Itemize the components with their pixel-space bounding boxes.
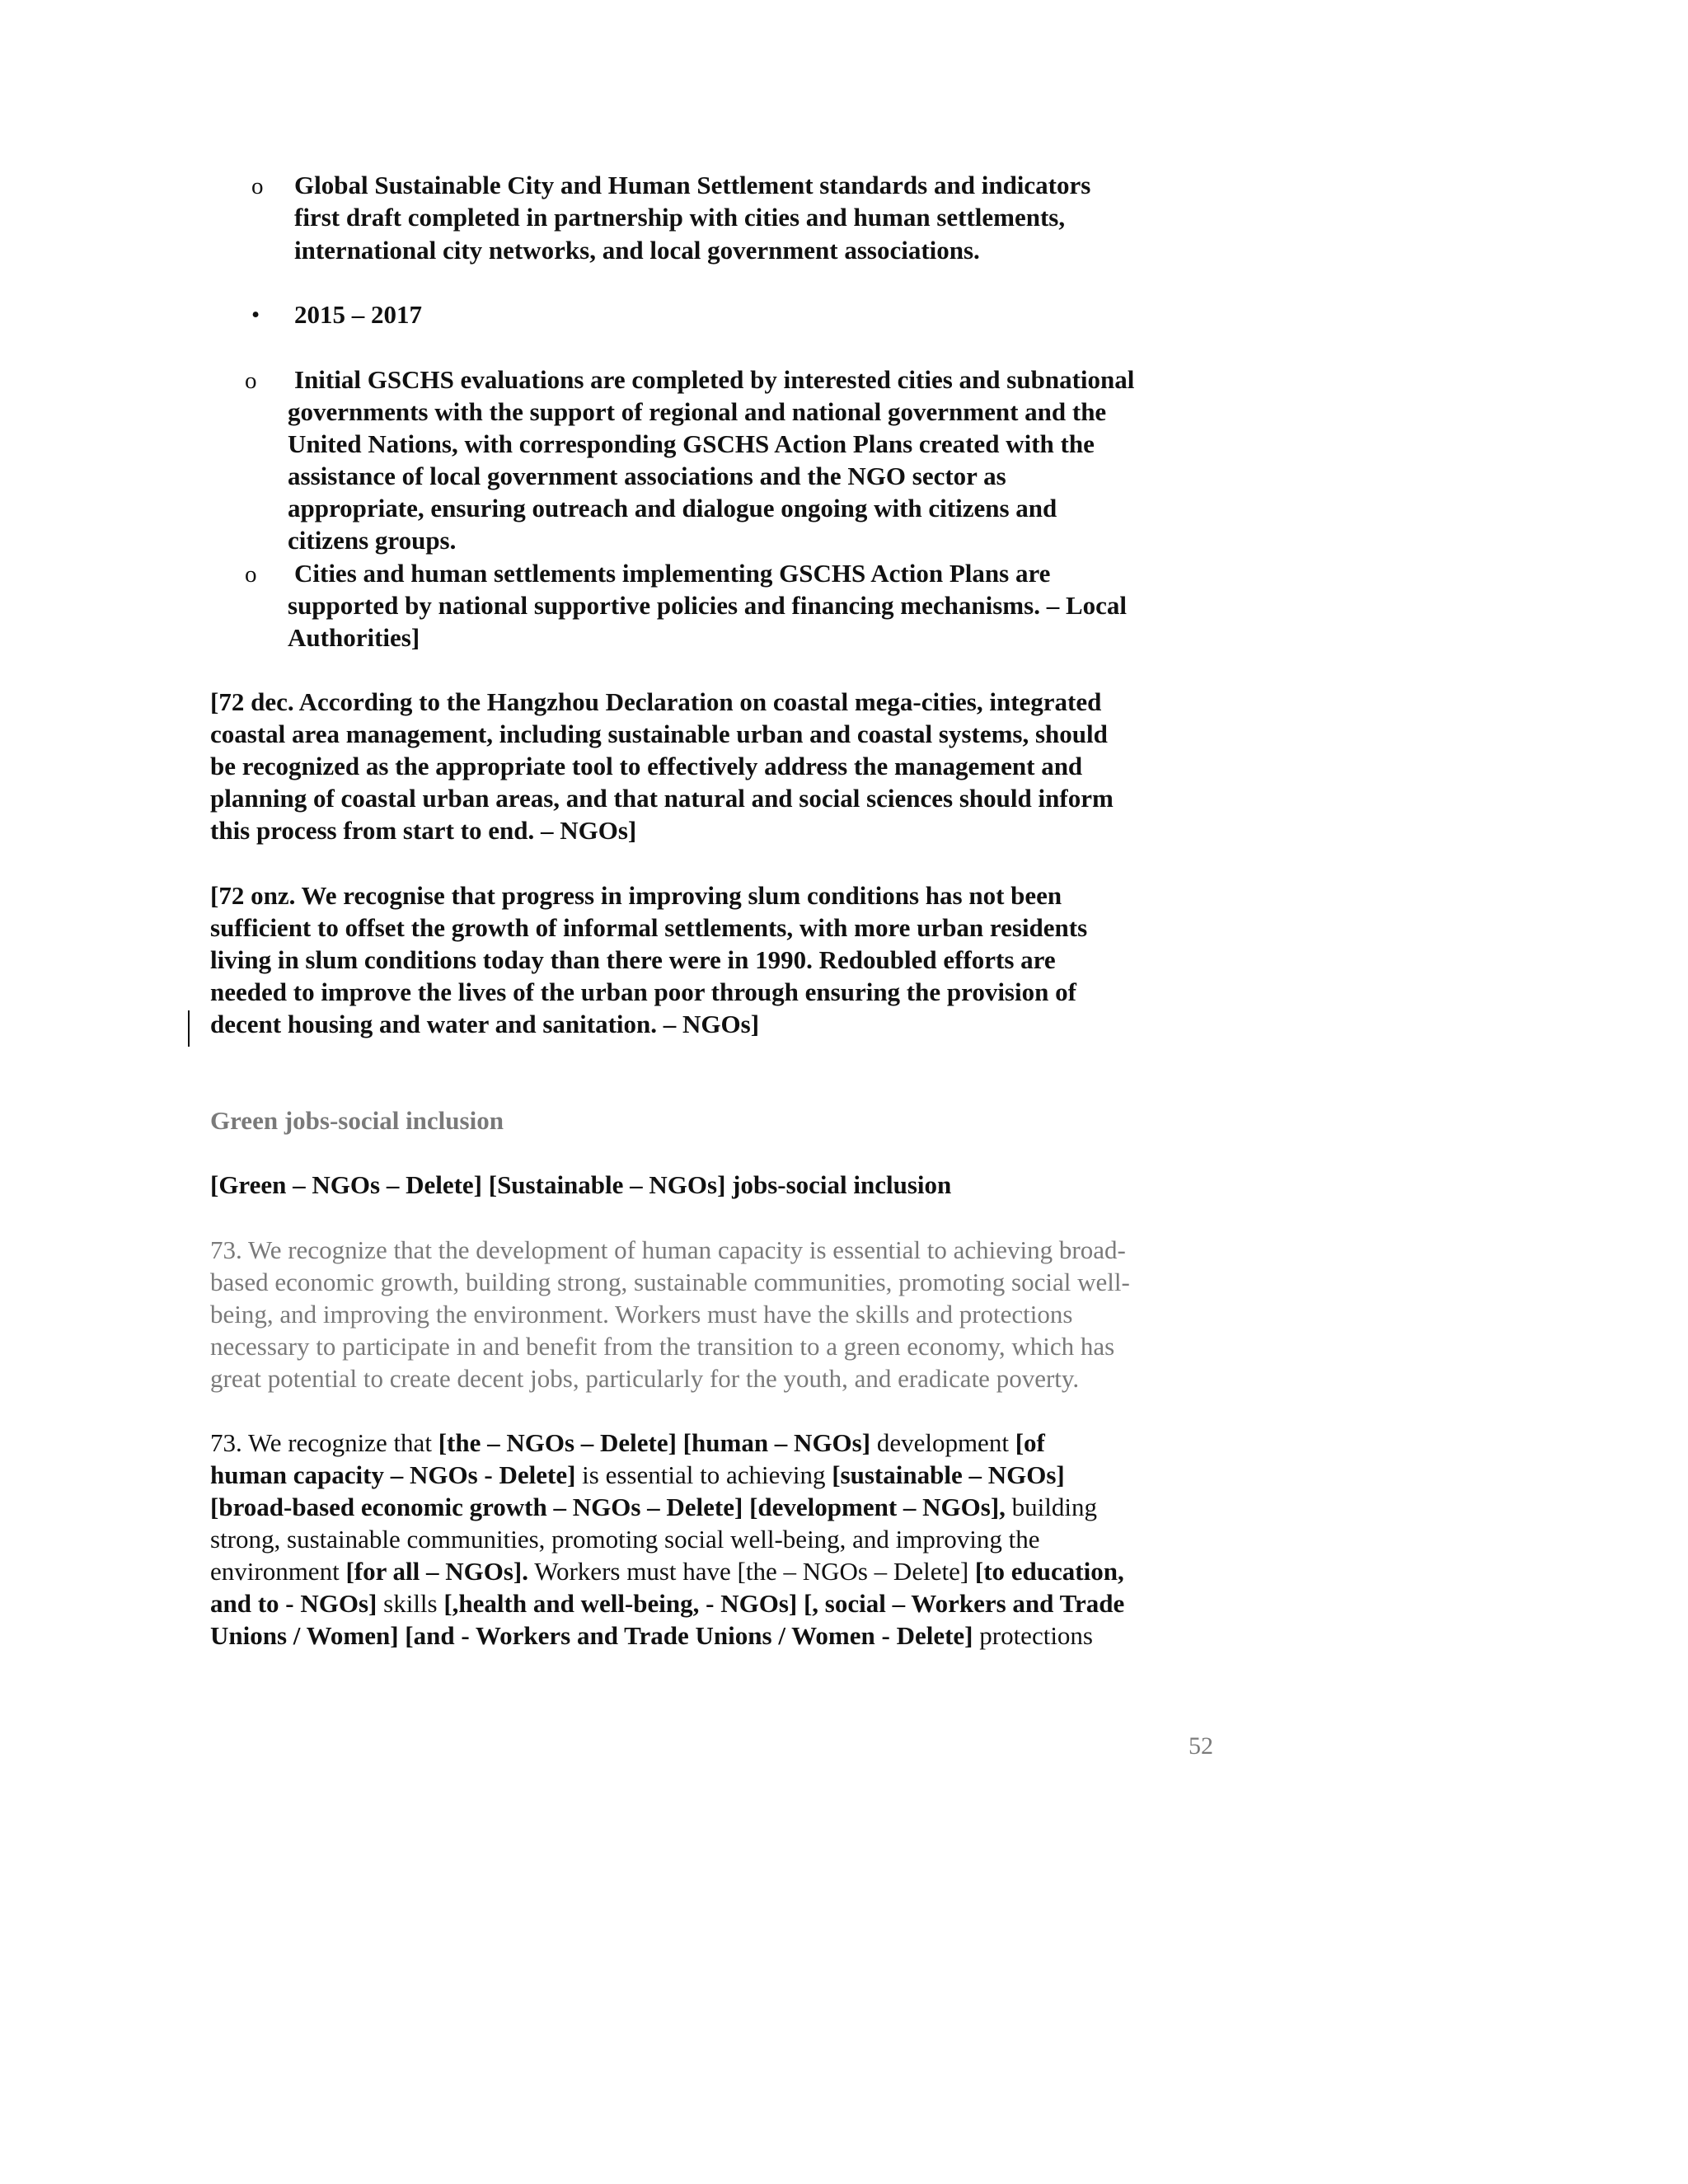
paragraph-line: living in slum conditions today than there were in 1990. Redoubled efforts are bbox=[210, 945, 1056, 974]
bullet-marker: • bbox=[251, 302, 260, 328]
text-run: strong, sustainable communities, promoting social well-being, and improving the bbox=[210, 1525, 1040, 1554]
list-item-line: supported by national supportive policies and financing mechanisms. – Local bbox=[288, 591, 1127, 620]
list-item-line: Authorities] bbox=[288, 623, 420, 652]
paragraph-line bbox=[210, 1427, 1045, 1459]
section-heading-original: Green jobs-social inclusion bbox=[210, 1106, 504, 1135]
amendment-run: [the – NGOs – Delete] [human – NGOs] bbox=[438, 1428, 871, 1457]
list-item-line: citizens groups. bbox=[288, 526, 457, 555]
paragraph-line: this process from start to end. – NGOs] bbox=[210, 816, 637, 845]
list-item-line: Initial GSCHS evaluations are completed by interested cities and subnational bbox=[294, 365, 1135, 394]
paragraph-line bbox=[210, 1459, 1065, 1491]
text-run: 73. We recognize that bbox=[210, 1428, 438, 1457]
paragraph-line bbox=[210, 1491, 1097, 1523]
paragraph-line: based economic growth, building strong, sustainable communities, promoting social well- bbox=[210, 1268, 1130, 1296]
paragraph-line bbox=[210, 1523, 1039, 1555]
amendment-run: Unions / Women] [and - Workers and Trade Unions / Women - Delete] bbox=[210, 1621, 973, 1650]
list-item-line: appropriate, ensuring outreach and dialogue ongoing with citizens and bbox=[288, 494, 1057, 523]
amendment-run: [broad-based economic growth – NGOs – Delete] [development – NGOs], bbox=[210, 1493, 1006, 1521]
amendment-run: [sustainable – NGOs] bbox=[832, 1460, 1065, 1489]
amendment-run: [,health and well-being, - NGOs] [, social – Workers and Trade bbox=[443, 1589, 1125, 1618]
page-number: 52 bbox=[1189, 1732, 1213, 1760]
paragraph-line: be recognized as the appropriate tool to effectively address the management and bbox=[210, 752, 1083, 780]
amendment-run: [of bbox=[1015, 1428, 1045, 1457]
paragraph-line: 73. We recognize that the development of human capacity is essential to achieving broad- bbox=[210, 1235, 1126, 1264]
revision-change-bar bbox=[188, 1010, 190, 1047]
text-run: environment bbox=[210, 1557, 346, 1586]
text-run: protections bbox=[973, 1621, 1093, 1650]
amendment-run: [to education, bbox=[974, 1557, 1124, 1586]
paragraph-line: [72 dec. According to the Hangzhou Declaration on coastal mega-cities, integrated bbox=[210, 687, 1102, 716]
text-run: skills bbox=[377, 1589, 444, 1618]
sub-bullet-marker: o bbox=[251, 173, 264, 199]
paragraph-line: needed to improve the lives of the urban poor through ensuring the provision of bbox=[210, 977, 1076, 1006]
section-heading-amended: [Green – NGOs – Delete] [Sustainable – NGOs] jobs-social inclusion bbox=[210, 1170, 952, 1199]
paragraph-line: sufficient to offset the growth of informal settlements, with more urban residents bbox=[210, 913, 1088, 942]
text-run: building bbox=[1005, 1493, 1098, 1521]
list-item-line: United Nations, with corresponding GSCHS Action Plans created with the bbox=[288, 429, 1095, 458]
amendment-run: and to - NGOs] bbox=[210, 1589, 377, 1618]
paragraph-line: planning of coastal urban areas, and that natural and social sciences should inform bbox=[210, 784, 1114, 813]
paragraph-line: necessary to participate in and benefit from the transition to a green economy, which has bbox=[210, 1332, 1115, 1361]
paragraph-line: great potential to create decent jobs, particularly for the youth, and eradicate poverty. bbox=[210, 1364, 1080, 1393]
list-item-line: international city networks, and local government associations. bbox=[294, 236, 980, 265]
list-item-line: Cities and human settlements implementing GSCHS Action Plans are bbox=[294, 559, 1051, 588]
paragraph-line bbox=[210, 1555, 1124, 1587]
paragraph-line: being, and improving the environment. Workers must have the skills and protections bbox=[210, 1300, 1073, 1329]
paragraph-line bbox=[210, 1619, 1093, 1652]
sub-bullet-marker: o bbox=[245, 561, 257, 588]
list-item-line: Global Sustainable City and Human Settlement standards and indicators bbox=[294, 171, 1091, 199]
list-item-line: assistance of local government associations and the NGO sector as bbox=[288, 462, 1006, 490]
amendment-run: human capacity – NGOs - Delete] bbox=[210, 1460, 576, 1489]
list-item-line: governments with the support of regional and national government and the bbox=[288, 397, 1107, 426]
amendment-run: [for all – NGOs]. bbox=[345, 1557, 529, 1586]
text-run: is essential to achieving bbox=[575, 1460, 832, 1489]
period-label: 2015 – 2017 bbox=[294, 300, 422, 329]
paragraph-line: decent housing and water and sanitation. – NGOs] bbox=[210, 1010, 760, 1038]
paragraph-line: coastal area management, including sustainable urban and coastal systems, should bbox=[210, 719, 1108, 748]
paragraph-line bbox=[210, 1587, 1124, 1619]
text-run: Workers must have [the – NGOs – Delete] bbox=[528, 1557, 975, 1586]
sub-bullet-marker: o bbox=[245, 368, 257, 394]
paragraph-line: [72 onz. We recognise that progress in improving slum conditions has not been bbox=[210, 881, 1062, 910]
list-item-line: first draft completed in partnership with cities and human settlements, bbox=[294, 203, 1066, 232]
text-run: development bbox=[870, 1428, 1015, 1457]
